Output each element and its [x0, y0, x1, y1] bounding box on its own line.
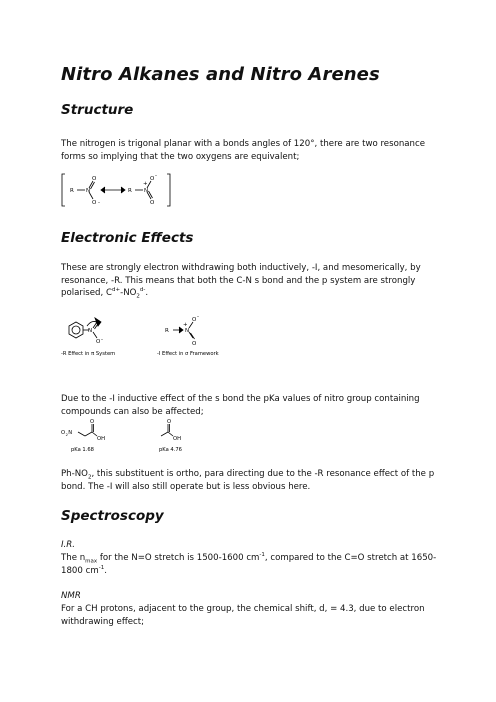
pka-figure: [61, 416, 251, 456]
ortho-para-paragraph: $Ph-NO_2$, this substituent is ortho, para directing due to the -R resonance effect of the p bond. The -I will also still operate but is less obvious here.: [61, 469, 435, 492]
svg-text:N: N: [88, 328, 93, 334]
pka-paragraph: Due to the -I inductive effect of the s bond the pKa values of nitro group containing compounds can also be affected;: [61, 394, 420, 417]
svg-text:R: R: [70, 188, 74, 194]
ir-paragraph: The $n_{max}$ for the N=O stretch is 1500-1600 $cm^{-1}$, compared to the C=O stretch at 1650-1800 $cm^{-1}$.: [61, 552, 437, 576]
svg-text:-: -: [155, 173, 157, 179]
svg-text:N: N: [144, 188, 149, 194]
resonance-structure-figure: [61, 170, 181, 210]
page-title: Nitro Alkanes and Nitro Arenes: [61, 64, 380, 85]
svg-text:O: O: [150, 200, 155, 206]
pka-left-label: pKa 1.68: [71, 447, 94, 453]
svg-text:O: O: [192, 341, 197, 347]
svg-text:N: N: [185, 328, 190, 334]
heading-spectroscopy: Spectroscopy: [61, 508, 164, 524]
heading-electronic-effects: Electronic Effects: [61, 230, 194, 246]
pka-right-label: pKa 4.76: [159, 447, 182, 453]
structure-paragraph: The nitrogen is trigonal planar with a bonds angles of 120°, there are two resonance forms so implying that the two oxygens are equivalent;: [61, 139, 425, 162]
svg-text:O: O: [92, 176, 97, 182]
svg-text:O: O: [167, 419, 172, 425]
svg-text:O: O: [96, 339, 101, 345]
ir-label: I.R.: [61, 540, 75, 550]
svg-text:R: R: [165, 328, 169, 334]
svg-text:-: -: [98, 200, 100, 206]
svg-text:OH: OH: [173, 436, 181, 442]
svg-text:N: N: [68, 430, 73, 436]
i-effect-label: -I Effect in σ Framework: [157, 351, 219, 357]
svg-text:O: O: [150, 176, 155, 182]
svg-text:+: +: [143, 181, 148, 187]
heading-structure: Structure: [61, 102, 134, 118]
nmr-paragraph: For a CH protons, adjacent to the group, the chemical shift, d, = 4.3, due to electron withdrawing effect;: [61, 604, 425, 627]
svg-text:N: N: [86, 188, 91, 194]
electronic-effects-figure: [61, 312, 251, 358]
svg-text:O: O: [92, 200, 97, 206]
svg-text:+: +: [183, 322, 188, 328]
svg-text:O: O: [61, 430, 66, 436]
svg-text:R: R: [128, 188, 132, 194]
svg-text:O: O: [192, 317, 197, 323]
electronic-paragraph: These are strongly electron withdrawing both inductively, -I, and mesomerically, by resonance, -R. This means that both the C-N s bond and the p system are strongly polarised, $C^{d+}-NO_2^{d-}$.: [61, 263, 421, 300]
svg-text:-: -: [101, 337, 103, 343]
nmr-label: NMR: [61, 591, 81, 601]
svg-text:-: -: [197, 314, 199, 320]
r-effect-label: -R Effect in π System: [61, 351, 116, 357]
svg-text:2: 2: [65, 433, 68, 437]
svg-text:O: O: [90, 419, 95, 425]
svg-text:OH: OH: [97, 436, 105, 442]
